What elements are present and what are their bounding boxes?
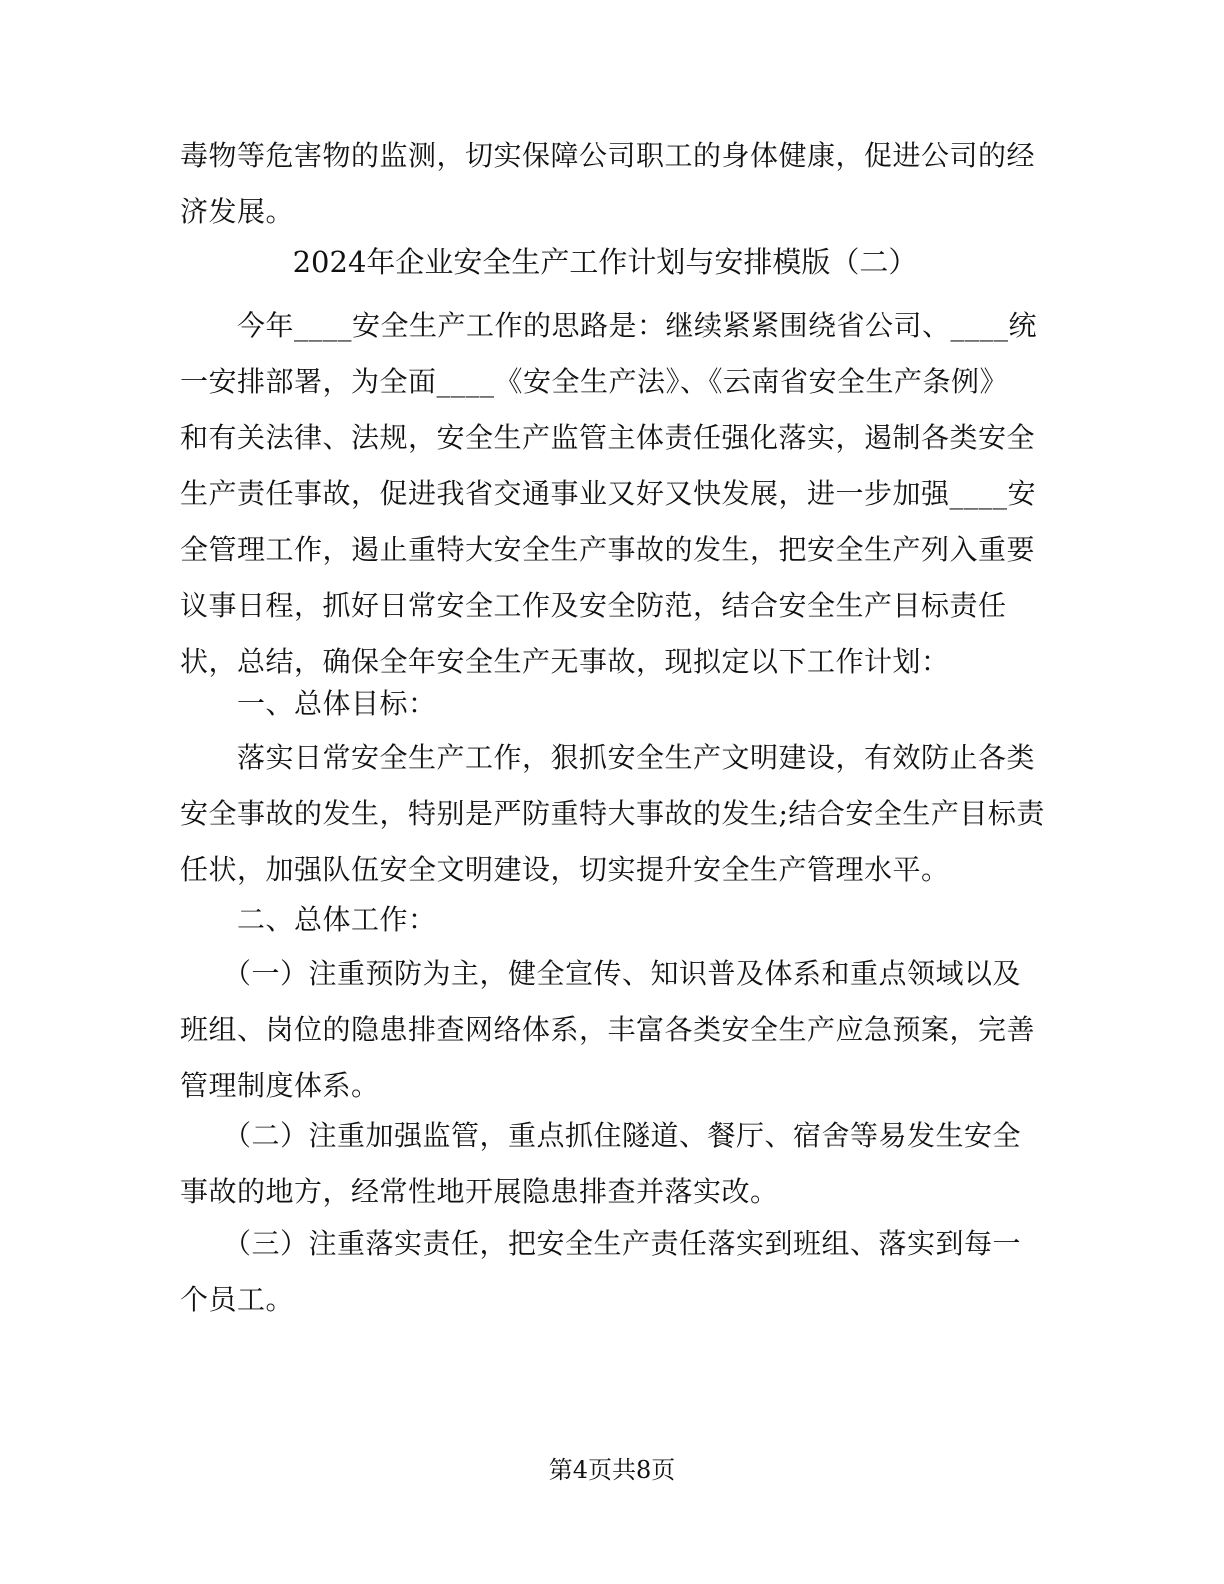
- text-line: 生产责任事故，促进我省交通事业又好又快发展，进一步加强____安: [180, 477, 1037, 510]
- text-line: （三）注重落实责任，把安全生产责任落实到班组、落实到每一: [180, 1227, 1022, 1260]
- text-line: 个员工。: [180, 1283, 295, 1316]
- paragraph-intro: [180, 298, 1038, 690]
- paragraph-item-3: [180, 1216, 1030, 1328]
- text-line: （一）注重预防为主，健全宣传、知识普及体系和重点领域以及: [180, 957, 1022, 990]
- text-line: 班组、岗位的隐患排查网络体系，丰富各类安全生产应急预案，完善: [180, 1013, 1036, 1046]
- continuation-paragraph: [180, 128, 1036, 240]
- text-line: 状，总结，确保全年安全生产无事故，现拟定以下工作计划：: [180, 645, 950, 678]
- text-line: 济发展。: [180, 195, 295, 228]
- heading-overall-work: [180, 892, 1030, 948]
- text-line: 一、总体目标：: [180, 687, 437, 720]
- section-title: 2024年企业安全生产工作计划与安排模版（二）: [292, 245, 918, 279]
- text-line: 事故的地方，经常性地开展隐患排查并落实改。: [180, 1175, 779, 1208]
- text-line: 今年____安全生产工作的思路是：继续紧紧围绕省公司、____统: [180, 309, 1038, 342]
- text-line: 全管理工作，遏止重特大安全生产事故的发生，把安全生产列入重要: [180, 533, 1036, 566]
- heading-overall-goal: [180, 676, 1030, 732]
- paragraph-goal: [180, 730, 1045, 898]
- text-line: 一安排部署，为全面____《安全生产法》、《云南省安全生产条例》: [180, 365, 1009, 398]
- text-line: 任状，加强队伍安全文明建设，切实提升安全生产管理水平。: [180, 853, 950, 886]
- text-line: 落实日常安全生产工作，狠抓安全生产文明建设，有效防止各类: [180, 741, 1036, 774]
- page-number: 第4页共8页: [548, 1456, 676, 1484]
- text-line: 和有关法律、法规，安全生产监管主体责任强化落实，遏制各类安全: [180, 421, 1036, 454]
- text-line: 二、总体工作：: [180, 903, 437, 936]
- text-line: 安全事故的发生，特别是严防重特大事故的发生;结合安全生产目标责: [180, 797, 1045, 830]
- text-line: 管理制度体系。: [180, 1069, 380, 1102]
- paragraph-item-2: [180, 1108, 1030, 1220]
- text-line: 毒物等危害物的监测，切实保障公司职工的身体健康，促进公司的经: [180, 139, 1036, 172]
- text-line: 议事日程，抓好日常安全工作及安全防范，结合安全生产目标责任: [180, 589, 1007, 622]
- paragraph-item-1: [180, 946, 1036, 1114]
- text-line: （二）注重加强监管，重点抓住隧道、餐厅、宿舍等易发生安全: [180, 1119, 1022, 1152]
